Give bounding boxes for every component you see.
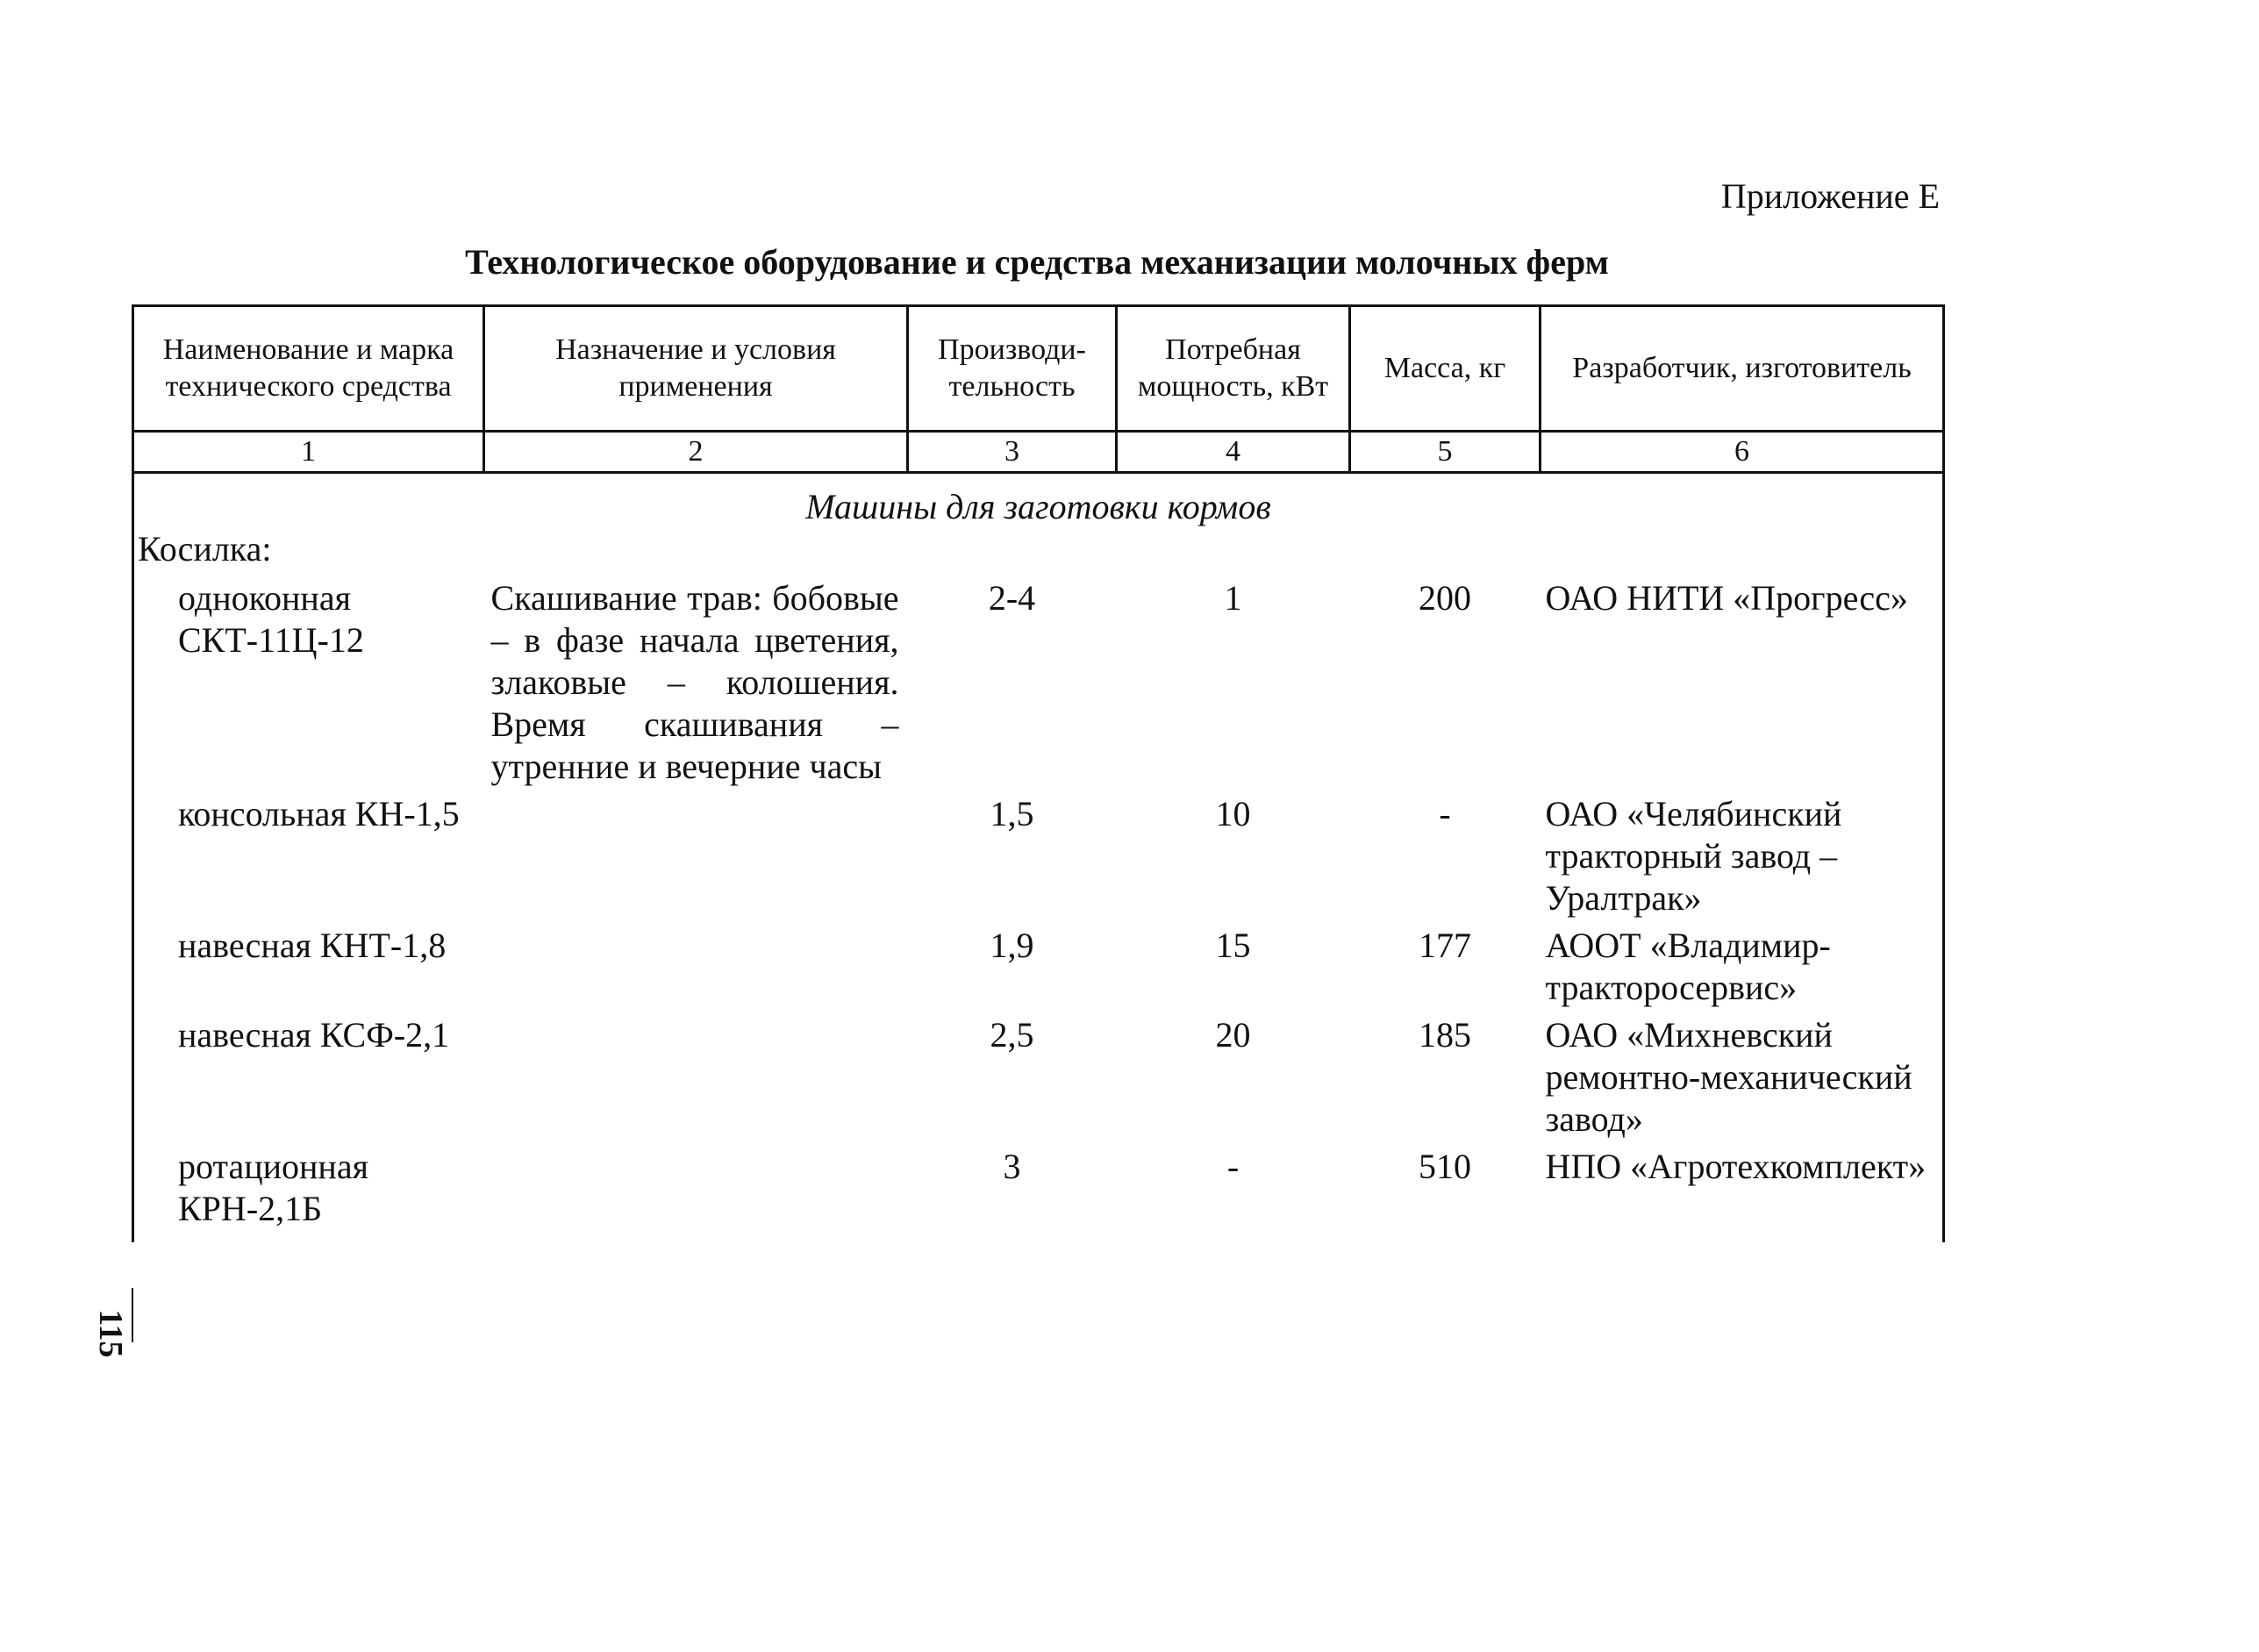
section-title: Машины для заготовки кормов <box>133 473 1944 529</box>
cell-name: одноконная СКТ-11Ц-12 <box>133 570 484 788</box>
cell-productivity: 1,9 <box>990 926 1034 965</box>
cell-power: 1 <box>1224 578 1242 618</box>
table-row <box>133 919 1944 1009</box>
cell-mass: 200 <box>1419 578 1471 618</box>
cell-maker: АООТ «Владимир-тракторосервис» <box>1541 919 1944 1009</box>
cell-maker: ОАО НИТИ «Прогресс» <box>1541 570 1944 788</box>
header-productivity: Производи-тельность <box>908 306 1117 432</box>
table-row <box>133 788 1944 919</box>
column-number: 5 <box>1350 432 1541 473</box>
page-number-rule <box>132 1288 133 1342</box>
group-row <box>133 528 1944 570</box>
cell-name: консольная КН-1,5 <box>133 788 484 919</box>
cell-mass: 185 <box>1419 1015 1471 1055</box>
section-row <box>133 473 1944 529</box>
header-power: Потребная мощность, кВт <box>1117 306 1350 432</box>
column-number: 6 <box>1541 432 1944 473</box>
column-number: 1 <box>133 432 484 473</box>
cell-mass: 510 <box>1419 1147 1471 1186</box>
cell-productivity: 1,5 <box>990 794 1034 833</box>
header-mass: Масса, кг <box>1350 306 1541 432</box>
table-row <box>133 1141 1944 1242</box>
page-number: 115 <box>92 1309 129 1358</box>
cell-mass: 177 <box>1419 926 1471 965</box>
document-title: Технологическое оборудование и средства механизации молочных ферм <box>465 242 1609 282</box>
column-number: 2 <box>484 432 908 473</box>
cell-power: - <box>1226 1147 1240 1186</box>
cell-purpose <box>484 788 908 919</box>
cell-power: 10 <box>1215 794 1251 833</box>
cell-mass: - <box>1439 794 1451 833</box>
header-purpose: Назначение и условия применения <box>484 306 908 432</box>
cell-maker: ОАО «Челябинский тракторный завод – Уралтрак» <box>1541 788 1944 919</box>
cell-purpose: Скашивание трав: бобовые – в фазе начала цветения, злаковые – колошения. Время скашивания – утренние и вечерние часы <box>490 578 899 786</box>
header-maker: Разработчик, изготовитель <box>1541 306 1944 432</box>
cell-purpose <box>484 1009 908 1141</box>
cell-maker: НПО «Агротехкомплект» <box>1541 1141 1944 1242</box>
cell-maker: ОАО «Михневский ремонтно-механический завод» <box>1541 1009 1944 1141</box>
cell-name: навесная КСФ-2,1 <box>133 1009 484 1141</box>
equipment-table <box>132 304 1945 1242</box>
cell-power: 20 <box>1215 1015 1251 1055</box>
column-number-row <box>133 432 1944 473</box>
group-label: Косилка: <box>133 528 1944 570</box>
cell-productivity: 2,5 <box>990 1015 1034 1055</box>
cell-purpose <box>484 1141 908 1242</box>
cell-name: ротационная КРН-2,1Б <box>133 1141 484 1242</box>
header-row <box>133 306 1944 432</box>
cell-purpose <box>484 919 908 1009</box>
cell-power: 15 <box>1215 926 1251 965</box>
column-number: 3 <box>908 432 1117 473</box>
cell-name: навесная КНТ-1,8 <box>133 919 484 1009</box>
cell-productivity: 3 <box>1003 1147 1021 1186</box>
header-name: Наименование и марка технического средства <box>133 306 484 432</box>
table-row <box>133 570 1944 788</box>
column-number: 4 <box>1117 432 1350 473</box>
table-row <box>133 1009 1944 1141</box>
appendix-label: Приложение Е <box>1720 176 1940 216</box>
cell-productivity: 2-4 <box>988 578 1036 618</box>
